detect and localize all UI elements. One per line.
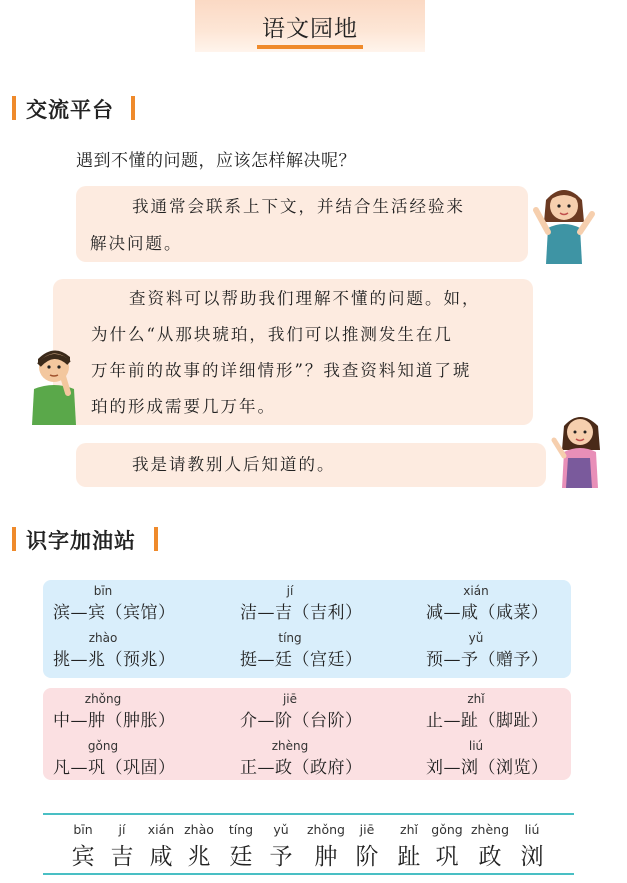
bubble3-line1: 我是请教别人后知道的。: [132, 455, 336, 474]
girl-character-2-icon: [550, 410, 612, 488]
strip-character: 廷: [229, 844, 253, 870]
strip-pinyin: zhào: [184, 822, 214, 837]
pinyin-label: liú: [468, 739, 484, 753]
word-item: 止—趾（脚趾）: [426, 711, 549, 731]
word-item: 挑—兆（预兆）: [53, 650, 176, 670]
strip-top-line: [43, 813, 574, 815]
strip-pinyin: zhǐ: [400, 822, 418, 837]
word-item: 预—予（赠予）: [426, 650, 549, 670]
pinyin-label: xián: [463, 584, 489, 598]
word-item: 减—咸（咸菜）: [426, 603, 549, 623]
page-title: 语文园地: [262, 16, 358, 42]
strip-bottom-line: [43, 873, 574, 875]
strip-pinyin: tíng: [228, 822, 254, 837]
strip-character: 予: [269, 844, 293, 870]
title-banner: [195, 0, 425, 52]
word-item: 滨—宾（宾馆）: [53, 603, 176, 623]
bubble1-line2: 解决问题。: [90, 234, 183, 253]
strip-pinyin: yǔ: [273, 822, 289, 837]
pinyin-label: tíng: [278, 631, 302, 645]
section-heading-exchange: 交流平台: [26, 97, 114, 122]
strip-character: 兆: [187, 844, 211, 870]
strip-pinyin: jiē: [359, 822, 375, 837]
strip-character: 政: [478, 844, 502, 870]
heading2-bar-left: [12, 527, 16, 551]
title-underline: [257, 45, 363, 49]
pinyin-label: yǔ: [468, 631, 484, 645]
section-heading-literacy: 识字加油站: [26, 528, 136, 553]
strip-pinyin: zhǒng: [307, 822, 345, 837]
boy-character-icon: [28, 345, 84, 425]
strip-character: 咸: [149, 844, 173, 870]
pinyin-label: zhǐ: [467, 692, 485, 706]
strip-character: 阶: [355, 844, 379, 870]
speech-bubble-3: [76, 443, 546, 487]
pinyin-label: zhǒng: [84, 692, 122, 706]
heading2-bar-right: [154, 527, 158, 551]
strip-character: 浏: [520, 844, 544, 870]
question-text: 遇到不懂的问题，应该怎样解决呢？: [76, 151, 356, 171]
bubble1-line1: 我通常会联系上下文，并结合生活经验来: [132, 197, 465, 216]
bubble2-line2: 为什么“从那块琥珀，我们可以推测发生在几: [91, 325, 453, 344]
pinyin-label: gǒng: [87, 739, 119, 753]
bubble2-line1: 查资料可以帮助我们理解不懂的问题。如，: [129, 289, 481, 308]
strip-character: 肿: [314, 844, 338, 870]
strip-pinyin: gǒng: [431, 822, 463, 837]
strip-pinyin: bīn: [73, 822, 93, 837]
strip-character: 趾: [397, 844, 421, 870]
heading-bar-right: [131, 96, 135, 120]
word-item: 洁—吉（吉利）: [240, 603, 363, 623]
speech-bubble-1: [76, 186, 528, 262]
pinyin-label: jiē: [282, 692, 298, 706]
strip-character: 宾: [71, 844, 95, 870]
heading-bar-left: [12, 96, 16, 120]
bubble2-line3: 万年前的故事的详细情形”？我查资料知道了琥: [91, 361, 472, 380]
speech-bubble-2: [53, 279, 533, 425]
strip-pinyin: xián: [147, 822, 175, 837]
word-item: 中—肿（肿胀）: [53, 711, 176, 731]
strip-pinyin: jí: [118, 822, 126, 837]
pinyin-label: bīn: [93, 584, 113, 598]
strip-pinyin: liú: [524, 822, 540, 837]
strip-pinyin: zhèng: [470, 822, 510, 837]
bubble2-line4: 珀的形成需要几万年。: [91, 397, 276, 416]
pinyin-label: zhèng: [271, 739, 309, 753]
girl-character-icon: [530, 180, 598, 264]
strip-character: 巩: [435, 844, 459, 870]
word-item: 凡—巩（巩固）: [53, 758, 176, 778]
strip-character: 吉: [110, 844, 134, 870]
pinyin-label: zhào: [88, 631, 118, 645]
word-item: 正—政（政府）: [240, 758, 363, 778]
word-item: 刘—浏（浏览）: [426, 758, 549, 778]
word-item: 挺—廷（宫廷）: [240, 650, 363, 670]
word-item: 介—阶（台阶）: [240, 711, 363, 731]
pinyin-label: jí: [286, 584, 294, 598]
